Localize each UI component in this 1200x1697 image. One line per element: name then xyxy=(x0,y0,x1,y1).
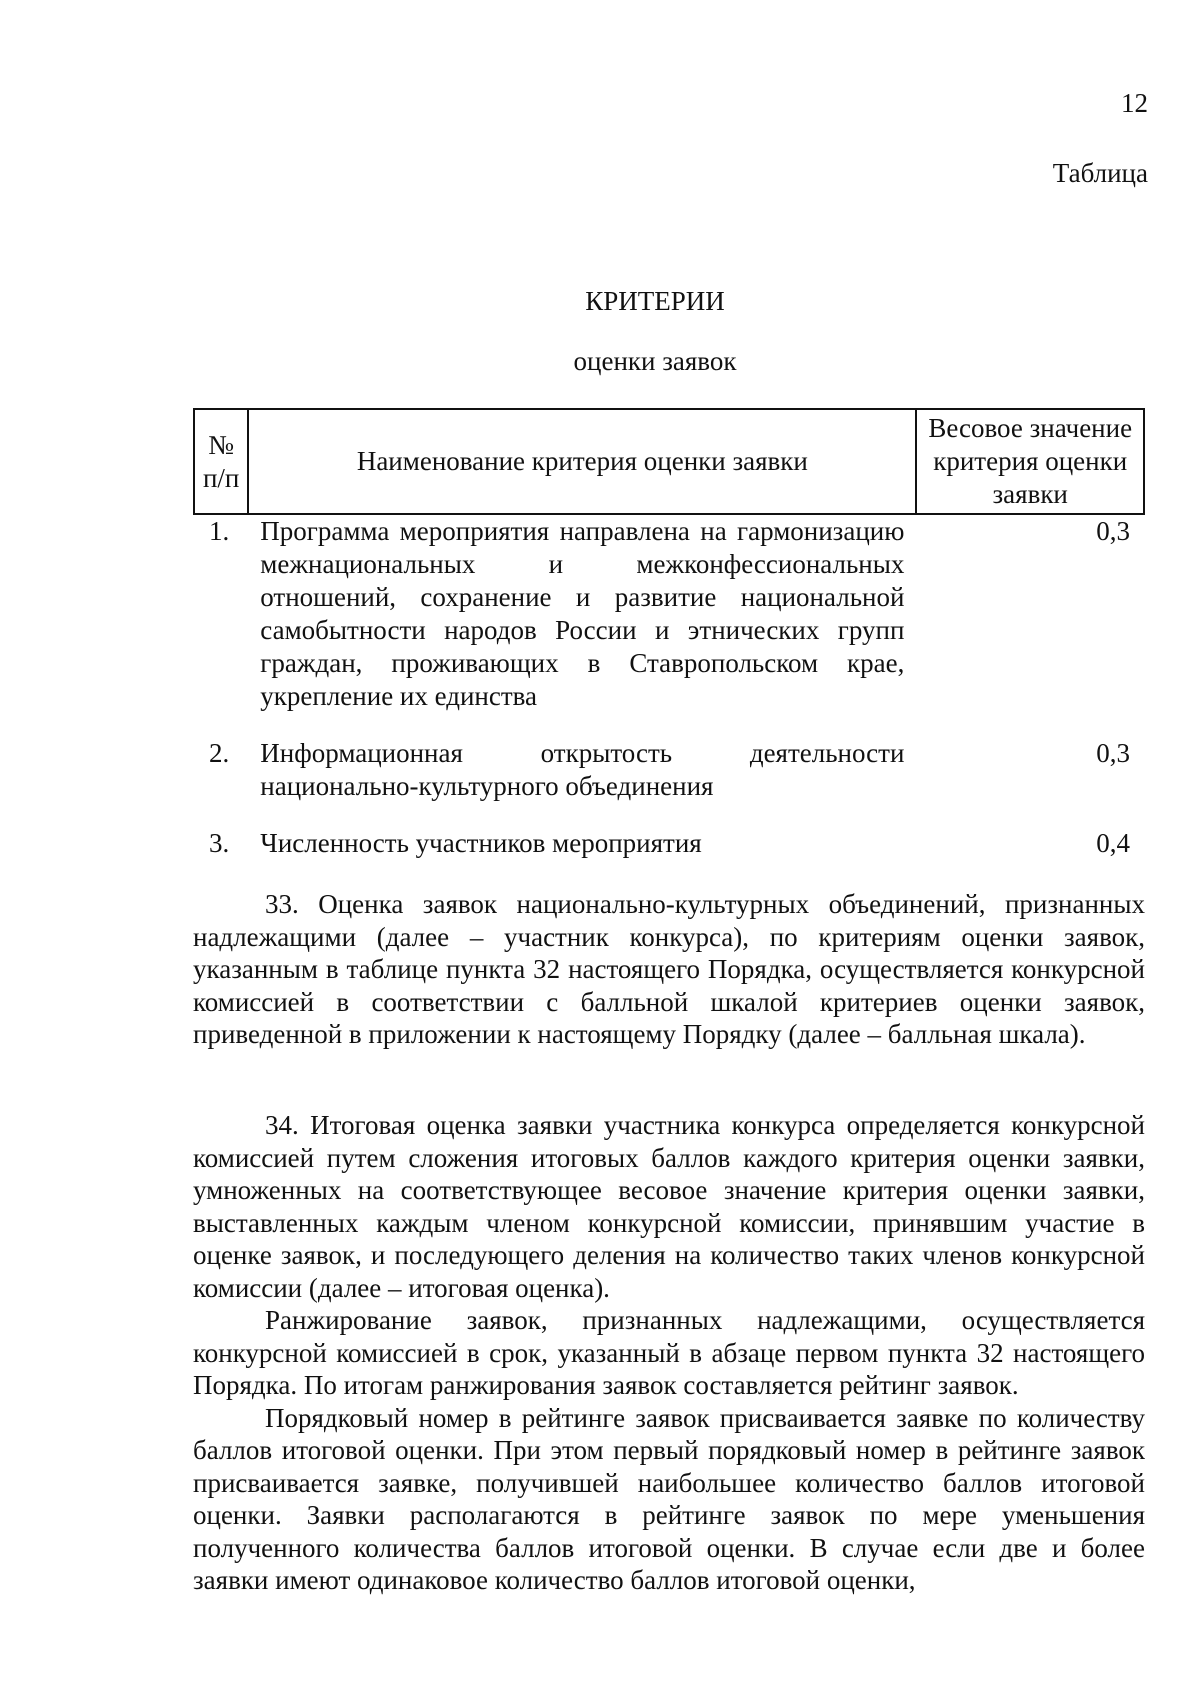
row-criterion: Численность участников мероприятия xyxy=(260,828,702,858)
header-name: Наименование критерия оценки заявки xyxy=(248,409,916,514)
row-num: 3. xyxy=(209,828,230,858)
row-weight: 0,4 xyxy=(1096,828,1130,858)
paragraph-34-block xyxy=(193,1109,1145,1597)
header-num: № п/п xyxy=(194,409,248,514)
criteria-table xyxy=(193,408,1145,860)
paragraph-34: 34. Итоговая оценка заявки участника конкурса определяется конкурсной комиссией путем сложения итоговых баллов каждого критерия оценки заявки, умноженных на соответствующее весовое значение критерия оценки заявки, выставленных каждым членом конкурсной комиссии, принявшим участие в оценке заявок, и последующего деления на количество таких членов конкурсной комиссии (далее – итоговая оценка). xyxy=(193,1110,1145,1303)
row-weight: 0,3 xyxy=(1096,516,1130,546)
row-criterion: Программа мероприятия направлена на гармонизацию межнациональных и межконфессиональных отношений, сохранение и развитие национальной самобытности народов России и этнических групп граждан, проживающих в Ставропольском крае, укрепление их единства xyxy=(260,516,905,711)
paragraph-33: 33. Оценка заявок национально-культурных объединений, признанных надлежащими (далее – участник конкурса), по критериям оценки заявок, указанным в таблице пункта 32 настоящего Порядка, осуществляется конкурсной комиссией в соответствии с балльной шкалой критериев оценки заявок, приведенной в приложении к настоящему Порядку (далее – балльная шкала). xyxy=(193,889,1145,1049)
row-criterion: Информационная открытость деятельности национально-культурного объединения xyxy=(260,738,905,801)
table-row xyxy=(194,827,1144,860)
table-row xyxy=(194,514,1144,737)
paragraph-33-block xyxy=(193,888,1145,1051)
header-weight: Весовое значение критерия оценки заявки xyxy=(916,409,1144,514)
table-row xyxy=(194,737,1144,827)
table-header-row xyxy=(194,409,1144,514)
page-number: 12 xyxy=(1121,88,1148,118)
row-num: 2. xyxy=(209,738,230,768)
row-num: 1. xyxy=(209,516,230,546)
criteria-subtitle: оценки заявок xyxy=(573,346,737,376)
table-caption: Таблица xyxy=(1052,158,1148,188)
criteria-title: КРИТЕРИИ xyxy=(585,286,725,316)
paragraph-34-ranking: Ранжирование заявок, признанных надлежащими, осуществляется конкурсной комиссией в срок, указанный в абзаце первом пункта 32 настоящего Порядка. По итогам ранжирования заявок составляется рейтинг заявок. xyxy=(193,1305,1145,1400)
paragraph-34-order: Порядковый номер в рейтинге заявок присваивается заявке по количеству баллов итоговой оценки. При этом первый порядковый номер в рейтинге заявок присваивается заявке, получившей наибольшее количество баллов итоговой оценки. Заявки располагаются в рейтинге заявок по мере уменьшения полученного количества баллов итоговой оценки. В случае если две и более заявки имеют одинаковое количество баллов итоговой оценки, xyxy=(193,1402,1145,1595)
row-weight: 0,3 xyxy=(1096,738,1130,768)
